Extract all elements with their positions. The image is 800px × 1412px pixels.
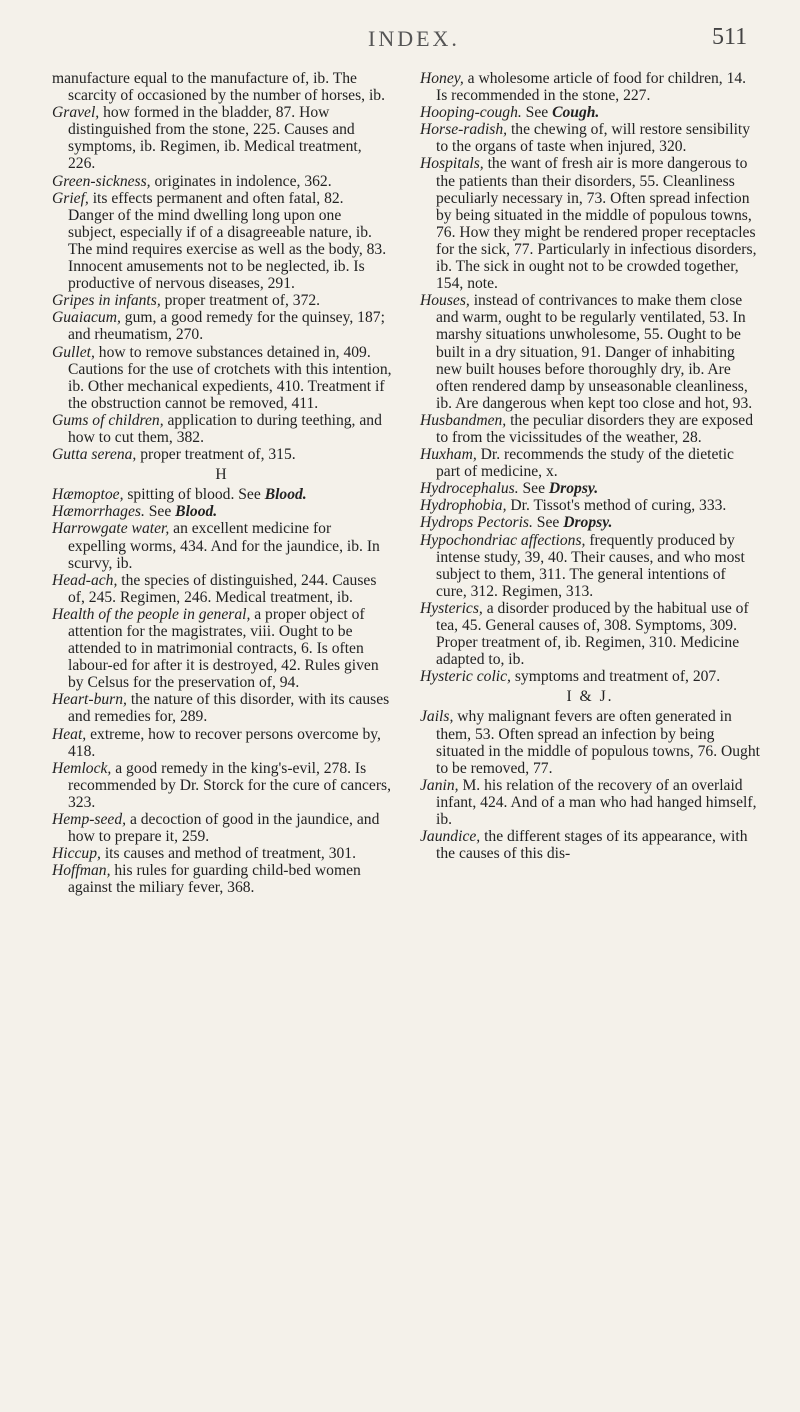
index-entry	[52, 344, 392, 412]
page-number: 511	[712, 24, 748, 50]
entry-text: See	[518, 480, 549, 498]
index-entry	[420, 70, 760, 104]
entry-term: Health of the people in general,	[52, 605, 251, 623]
entry-term: Heat,	[52, 725, 87, 743]
right-entries-before-ij	[420, 70, 760, 685]
entry-term: Grief,	[52, 189, 89, 207]
entry-text: how formed in the bladder, 87. How distinguished from the stone, 225. Causes and symptoms, ib. Regimen, ib. Medical treatment, 226.	[68, 104, 362, 173]
entry-term: Janin,	[420, 776, 459, 794]
entry-term: Jaundice,	[420, 828, 481, 846]
entry-text: a disorder produced by the habitual use of tea, 45. General causes of, 308. Symptoms, 309. Proper treatment of, ib. Regimen, 310. Medicine adapted to, ib.	[436, 599, 749, 669]
right-column	[420, 70, 760, 897]
entry-text: spitting of blood. See	[123, 486, 265, 504]
entry-term: Husbandmen,	[420, 411, 507, 429]
entry-term: Honey,	[420, 70, 464, 87]
entry-text: Dr. recommends the study of the dietetic part of medicine, x.	[436, 446, 734, 481]
entry-term: Hemp-seed,	[52, 811, 127, 829]
entry-text: his rules for guarding child-bed women against the miliary fever, 368.	[68, 862, 361, 897]
entry-text: proper treatment of, 372.	[160, 292, 321, 310]
index-entry	[420, 532, 760, 600]
entry-term: Houses,	[420, 292, 470, 310]
entry-text: frequently produced by intense study, 39, 40. Their causes, and who most subject to them, 311. The general intentions of cure, 312. Regimen, 313.	[436, 531, 745, 600]
index-entry	[420, 777, 760, 828]
entry-text: See	[521, 104, 553, 122]
index-entry	[52, 691, 392, 725]
index-entry	[420, 480, 760, 497]
entry-term: Hydrocephalus.	[420, 480, 519, 498]
entry-text: a wholesome article of food for children, 14. Is recommended in the stone, 227.	[436, 70, 747, 105]
continuation-entry: manufacture equal to the manufacture of, ib. The scarcity of occasioned by the number of horses, ib.	[52, 70, 385, 105]
entry-term: Hospitals,	[420, 155, 484, 173]
index-entry	[420, 292, 760, 412]
index-entry	[52, 862, 392, 896]
index-entry	[52, 845, 392, 862]
entry-text: See	[532, 514, 564, 532]
index-entry	[420, 104, 760, 121]
entry-term: Head-ach,	[52, 571, 118, 589]
index-entry	[52, 760, 392, 811]
index-entry	[52, 190, 392, 293]
entry-term: Hiccup,	[52, 845, 101, 863]
entry-text: M. his relation of the recovery of an overlaid infant, 424. And of a man who had hanged himself, ib.	[436, 776, 757, 829]
running-title: INDEX.	[368, 26, 460, 51]
index-entry	[52, 811, 392, 845]
entry-term: Harrowgate water,	[52, 520, 170, 538]
entry-text: originates in indolence, 362.	[150, 172, 332, 190]
index-entry	[52, 309, 392, 343]
entry-term: Hæmorrhages.	[52, 503, 145, 521]
entry-term: Hypochondriac affections,	[420, 531, 586, 549]
entry-term: Gums of children,	[52, 411, 164, 429]
entry-text: gum, a good remedy for the quinsey, 187; and rheumatism, 270.	[68, 309, 385, 344]
entry-term: Gutta serena,	[52, 446, 137, 464]
entry-term: Hydrops Pectoris.	[420, 514, 533, 532]
entry-text: proper treatment of, 315.	[136, 446, 296, 464]
entry-term: Gravel,	[52, 104, 100, 122]
index-entry	[52, 572, 392, 606]
entry-term: Horse-radish,	[420, 121, 508, 139]
cross-reference: Blood.	[175, 503, 218, 521]
index-entry	[420, 708, 760, 776]
index-entry	[52, 503, 392, 520]
entry-text: the different stages of its appearance, with the causes of this dis-	[436, 828, 748, 863]
entry-term: Heart-burn,	[52, 691, 127, 709]
index-entry	[420, 828, 760, 862]
section-letter-ij: I & J.	[566, 688, 614, 706]
index-entry	[52, 726, 392, 760]
index-entry	[52, 486, 392, 503]
index-entry	[420, 121, 760, 155]
entry-text: an excellent medicine for expelling worms, 434. And for the jaundice, ib. In scurvy, ib.	[68, 520, 380, 572]
entry-term: Hysteric colic,	[420, 668, 511, 686]
running-head	[0, 20, 800, 60]
entry-text: the nature of this disorder, with its causes and remedies for, 289.	[68, 691, 390, 726]
entry-text: Dr. Tissot's method of curing, 333.	[506, 497, 727, 515]
index-entry	[420, 497, 760, 514]
entry-term: Gullet,	[52, 343, 95, 361]
entry-text: See	[144, 503, 176, 521]
entry-text: a good remedy in the king's-evil, 278. Is recommended by Dr. Storck for the cure of cancers, 323.	[68, 759, 392, 811]
left-entries-before-h	[52, 104, 392, 463]
entry-text: the chewing of, will restore sensibility to the organs of taste when injured, 320.	[436, 121, 751, 156]
cross-reference: Blood.	[264, 486, 307, 504]
left-entries-after-h	[52, 486, 392, 896]
entry-term: Hoffman,	[52, 862, 111, 880]
entry-text: how to remove substances detained in, 409. Cautions for the use of crotchets with this intention, ib. Other mechanical expedients, 410. Treatment if the obstruction cannot be removed, 411.	[68, 343, 392, 412]
index-entry	[420, 412, 760, 446]
entry-term: Gripes in infants,	[52, 292, 161, 310]
entry-text: the want of fresh air is more dangerous to the patients than their disorders, 55. Cleanliness peculiarly necessary in, 73. Often spread infection by being situated in the middle of populous towns, 76. How they might be rendered proper receptacles for the sick, 77. Particularly in infectious disorders, ib. The sick in ought not to be crowded together, 154, note.	[436, 155, 757, 293]
entry-text: why malignant fevers are often generated in them, 53. Often spread an infection by being situated in the middle of populous towns, 76. Ought to be removed, 77.	[436, 708, 760, 777]
entry-text: symptoms and treatment of, 207.	[510, 668, 721, 686]
entry-text: a proper object of attention for the magistrates, viii. Ought to be attended to in matrimonial contracts, 6. Is often labour-ed for after it is destroyed, 42. Rules given by Celsus for the preservation of, 94.	[68, 605, 379, 692]
entry-term: Guaiacum,	[52, 309, 121, 327]
index-entry	[52, 446, 392, 463]
entry-term: Huxham,	[420, 446, 477, 464]
entry-term: Hooping-cough.	[420, 104, 522, 122]
index-entry	[52, 104, 392, 172]
index-entry	[420, 514, 760, 531]
index-entry	[52, 292, 392, 309]
index-entry	[420, 668, 760, 685]
right-entries-after-ij	[420, 708, 760, 862]
entry-term: Hæmoptoe,	[52, 486, 124, 504]
section-letter-h: H	[215, 466, 229, 484]
index-entry	[52, 173, 392, 190]
entry-text: its effects permanent and often fatal, 82. Danger of the mind dwelling long upon one subject, especially if of a disagreeable nature, ib. The mind requires exercise as well as the body, 83. Innocent amusements not to be neglected, ib. Is productive of nervous diseases, 291.	[68, 189, 387, 293]
index-entry	[420, 446, 760, 480]
entry-term: Hydrophobia,	[420, 497, 507, 515]
entry-text: application to during teething, and how to cut them, 382.	[68, 411, 382, 446]
cross-reference: Cough.	[552, 104, 600, 122]
index-entry	[420, 600, 760, 668]
entry-term: Hemlock,	[52, 759, 112, 777]
left-column	[52, 70, 392, 897]
index-columns	[52, 70, 760, 897]
entry-text: a decoction of good in the jaundice, and how to prepare it, 259.	[68, 811, 380, 846]
entry-term: Green-sickness,	[52, 172, 151, 190]
index-entry	[420, 155, 760, 292]
index-entry	[52, 520, 392, 571]
entry-text: the peculiar disorders they are exposed to from the vicissitudes of the weather, 28.	[436, 411, 754, 446]
entry-term: Jails,	[420, 708, 454, 726]
entry-text: the species of distinguished, 244. Causes of, 245. Regimen, 246. Medical treatment, ib.	[68, 571, 377, 606]
index-entry	[52, 412, 392, 446]
cross-reference: Dropsy.	[563, 514, 613, 532]
entry-text: its causes and method of treatment, 301.	[100, 845, 357, 863]
entry-text: extreme, how to recover persons overcome by, 418.	[68, 725, 381, 760]
entry-text: instead of contrivances to make them close and warm, ought to be regularly ventilated, 53. In marshy situations unwholesome, 55. Ought to be built in a dry situation, 91. Danger of inhabiting new built houses before thoroughly dry, ib. Are often rendered damp by unseasonable cleanliness, ib. Are dangerous when kept too close and hot, 93.	[436, 292, 753, 412]
index-entry	[52, 606, 392, 691]
cross-reference: Dropsy.	[548, 480, 599, 498]
entry-term: Hysterics,	[420, 599, 483, 617]
